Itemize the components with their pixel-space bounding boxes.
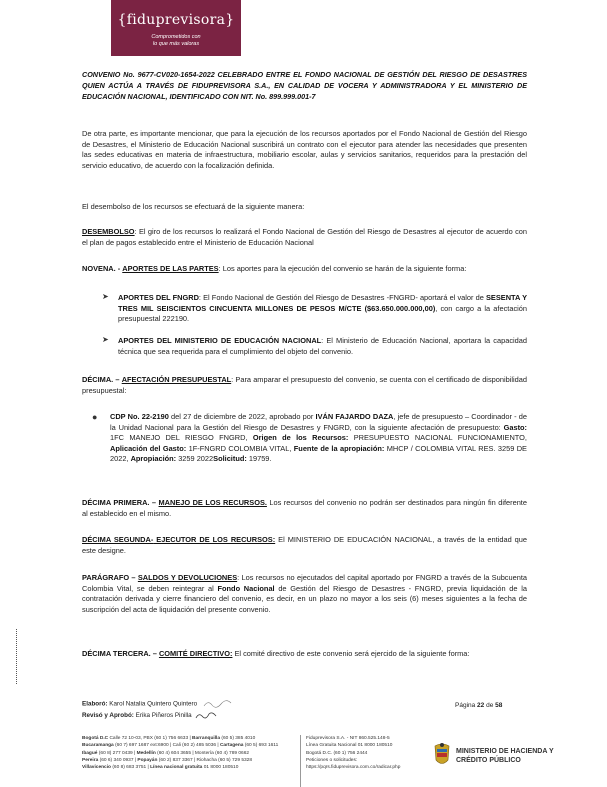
footer-phone: (60 5) 385 4010 — [220, 736, 256, 741]
reviso-signature — [195, 711, 217, 720]
footer-phone: Calle 72 10-03, PBX (60 1) 756 6633 | — [108, 736, 193, 741]
aportes-fngrd-item — [118, 293, 527, 325]
ministry-name — [456, 748, 554, 765]
footer-office-line — [82, 750, 297, 757]
footer-city: Bucaramanga — [82, 743, 114, 749]
clause-decima-label: DÉCIMA. – — [82, 375, 120, 384]
footer-city: Popayán — [137, 757, 158, 763]
footer-pqrs-link[interactable]: https://pqrs.fiduprevisora.com.co/radicar.php — [306, 765, 401, 771]
footer-office-line — [82, 764, 297, 771]
clause-novena-heading: APORTES DE LAS PARTES — [122, 264, 219, 273]
page-number — [455, 702, 502, 709]
footer-city: Cartagena — [219, 743, 244, 749]
logo-tag-line-1: Comprometidos con — [151, 34, 201, 40]
clause-novena-label: NOVENA. - — [82, 264, 121, 273]
elaboro-name: Karol Natalia Quintero Quintero — [107, 700, 198, 708]
arrow-bullet-icon: ➤ — [102, 335, 109, 344]
cdp-gasto-value: 1FC MANEJO DEL RIESGO FNGRD, — [110, 433, 253, 443]
logo-tagline — [111, 34, 241, 47]
cdp-apropiacion-value: 3259 2022 — [176, 454, 214, 464]
clause-decima-text: : Para amparar el presupuesto del convenio, se cuenta con el certificado de disponibilidad presupuestal: — [82, 375, 527, 395]
desembolso-label: DESEMBOLSO — [82, 227, 135, 236]
round-bullet-icon: ● — [92, 412, 98, 422]
intro-paragraph: De otra parte, es importante mencionar, que para la ejecución de los recursos aportados por el Fondo Nacional de Gestión del Riesgo de Desastres, el Ministerio de Educación Nacional suscribirá un contrato con el ejecutor para atender las necesidades que presenten las sedes educativas en materia de infraestructura, mobiliario escolar, aulas y servicios sanitarios, requeridos para la prestación del servicio educativo, de acuerdo con la focalización definida. — [82, 129, 527, 170]
elaboro-line — [82, 700, 233, 708]
aportes-fngrd-text-2: , con cargo a la afectación presupuestal 222190. — [118, 303, 527, 324]
page-separator: de — [484, 702, 496, 709]
footer-office-line — [82, 735, 297, 742]
elaboro-signature — [203, 700, 233, 708]
cdp-origen-value: PRESUPUESTO NACIONAL FUNCIONAMIENTO, — [348, 433, 527, 443]
footer-phone: (60 7) 697 1687 ext:6900 | Cali (60 2) 485 5036 | — [113, 743, 220, 749]
elaboro-label: Elaboró: — [82, 700, 108, 708]
cdp-item — [110, 412, 527, 465]
footer-peticiones: Peticiones o solicitudes: — [306, 757, 358, 763]
cdp-solicitud-value: 19759. — [246, 454, 272, 464]
clause-paragrafo — [82, 573, 527, 615]
clause-decima-segunda — [82, 535, 527, 556]
cdp-fuente-label: Fuente de la apropiación: — [293, 443, 385, 453]
reviso-name: Erika Piñeros Pinilla — [133, 712, 192, 720]
cdp-origen-label: Origen de los Recursos: — [252, 433, 349, 443]
cdp-solicitud-label: Solicitud: — [213, 454, 247, 464]
desembolso-paragraph — [82, 227, 527, 248]
ministry-name-line-2: CRÉDITO PÚBLICO — [456, 756, 521, 764]
aportes-men-text: : El Ministerio de Educación Nacional, aportara la capacidad técnica que sea requerida para el cumplimiento del objeto del convenio. — [118, 336, 527, 356]
footer-city: Línea nacional gratuita — [150, 765, 203, 771]
clause-novena — [82, 264, 527, 275]
reviso-label: Revisó y Aprobó: — [82, 712, 134, 720]
aportes-men-label: APORTES DEL MINISTERIO DE EDUCACIÓN NACIONAL — [118, 336, 322, 345]
vertical-side-text — [16, 629, 24, 684]
colombia-coat-of-arms-icon — [432, 742, 452, 768]
clause-segunda-label: DÉCIMA SEGUNDA- — [82, 535, 154, 544]
paragrafo-label: PARÁGRAFO – — [82, 573, 136, 582]
aportes-fngrd-text-1: : El Fondo Nacional de Gestión del Riesgo de Desastres -FNGRD- aportará el valor de — [198, 293, 486, 302]
cdp-approver: IVÁN FAJARDO DAZA — [315, 412, 394, 421]
clause-segunda-text: El MINISTERIO DE EDUCACIÓN NACIONAL, a través de la entidad que este designe. — [82, 535, 527, 555]
desembolso-intro: El desembolso de los recursos se efectuará de la siguiente manera: — [82, 202, 305, 211]
aportes-fngrd-amount: SESENTA Y TRES MIL SEISCIENTOS CINCUENTA MILLONES DE PESOS M/CTE ($63.650.000.000,00) — [118, 293, 527, 313]
cdp-apropiacion-label: Apropiación: — [130, 454, 177, 464]
document-title: CONVENIO No. 9677-CV020-1654-2022 CELEBRADO ENTRE EL FONDO NACIONAL DE GESTIÓN DEL RIESGO DE DESASTRES QUIEN ACTÚA A TRAVÉS DE FIDUPREVISORA S.A., EN CALIDAD DE VOCERA Y ADMINISTRADORA Y EL MINISTERIO DE EDUCACIÓN NACIONAL, IDENTIFICADO CON NIT. No. 899.999.001-7 — [82, 70, 527, 101]
cdp-text-1: del 27 de diciembre de 2022, aprobado por — [168, 412, 316, 421]
page-prefix: Página — [455, 702, 478, 709]
logo-tag-line-2: lo que más valoras — [152, 40, 200, 47]
footer-divider — [300, 735, 301, 787]
clause-decima — [82, 375, 527, 396]
paragrafo-heading: SALDOS Y DEVOLUCIONES — [137, 573, 238, 582]
clause-segunda-heading: EJECUTOR DE LOS RECURSOS: — [153, 535, 276, 544]
fiduprevisora-logo — [111, 0, 241, 56]
desembolso-text: : El giro de los recursos lo realizará el Fondo Nacional de Gestión del Riesgo de Desastres al ejecutor de acuerdo con el plan de pagos establecido entre el Ministerio de Educación Nacional — [82, 227, 527, 247]
clause-novena-text: : Los aportes para la ejecución del convenio se harán de la siguiente forma: — [218, 264, 467, 273]
clause-tercera-heading: COMITÉ DIRECTIVO: — [158, 649, 233, 658]
clause-primera-text: Los recursos del convenio no podrán ser destinados para ningún fin diferente al establecido en el mismo. — [82, 498, 527, 518]
ministry-logo — [432, 742, 602, 770]
cdp-gasto-label: Gasto: — [503, 422, 527, 432]
clause-decima-primera — [82, 498, 527, 519]
footer-city: Pereira — [82, 757, 99, 763]
page-total: 58 — [495, 702, 503, 709]
clause-primera-heading: MANEJO DE LOS RECURSOS. — [158, 498, 267, 507]
clause-decima-tercera — [82, 649, 527, 660]
cdp-fuente-value: MHCP / COLOMBIA VITAL RES. 3259 DE 2022, — [110, 443, 527, 464]
footer-nit: Fiduprevisora S.A. - NIT 860.525.148-5 — [306, 736, 390, 741]
paragrafo-bold: Fondo Nacional — [217, 583, 275, 593]
footer-office-line — [82, 757, 297, 764]
footer-city: Villavicencio — [82, 765, 111, 771]
reviso-line — [82, 711, 217, 720]
cdp-text-2: , jefe de presupuesto – Coordinador - de la Unidad Nacional para la Gestión del Riesgo de Desastres y FNGRD, con la siguiente afectación de presupuesto: — [110, 412, 528, 432]
logo-name: {fiduprevisora} — [117, 12, 235, 28]
footer-phone: (60 8) 683 3751 | — [110, 765, 151, 771]
footer-phone: 01 8000 180510 — [202, 765, 239, 771]
aportes-fngrd-label: APORTES DEL FNGRD — [118, 293, 199, 302]
footer-offices — [82, 735, 297, 771]
aportes-men-item — [118, 336, 527, 357]
footer-line-gratuita: Línea Gratuita Nacional 01 8000 180510 — [306, 743, 393, 749]
cdp-aplicacion-value: 1F-FNGRD COLOMBIA VITAL, — [186, 443, 294, 453]
ministry-name-line-1: MINISTERIO DE HACIENDA Y — [456, 748, 554, 755]
clause-tercera-label: DÉCIMA TERCERA. – — [82, 649, 157, 658]
footer-phone: (60 6) 340 0937 | — [98, 757, 138, 763]
footer-bogota-phone: Bogotá D.C. (60 1) 756 2444 — [306, 750, 368, 756]
footer-city: Ibagué — [82, 750, 98, 756]
cdp-aplicacion-label: Aplicación del Gasto: — [110, 443, 187, 453]
clause-primera-label: DÉCIMA PRIMERA. – — [82, 498, 157, 507]
footer-city: Bogotá D.C — [82, 736, 109, 741]
page-current: 22 — [477, 702, 485, 709]
footer-phone: (60 8) 277 0439 | — [97, 750, 137, 756]
arrow-bullet-icon: ➤ — [102, 292, 109, 301]
footer-city: Medellín — [136, 750, 156, 756]
footer-phone: (60 5) 693 1611 — [243, 743, 279, 749]
cdp-label: CDP No. 22-2190 — [110, 412, 169, 421]
paragrafo-text-1: : Los recursos no ejecutados del capital aportado por FNGRD a través de la Subcuenta Colombia Vital, se deben reintegrar al — [82, 573, 527, 593]
footer-office-line — [82, 742, 297, 749]
footer-city: Barranquilla — [192, 736, 221, 741]
footer-phone: (60 2) 837 3367 | Riohacha (60 5) 729 5328 — [157, 757, 252, 763]
footer-phone: (60 4) 604 3655 | Montería (60 4) 789 0662 — [155, 750, 250, 756]
footer-contact — [306, 735, 431, 771]
paragrafo-text-2: de Gestión del Riesgo de Desastres - FNGRD, previa liquidación de la contratación derivada y cierre financiero del convenio, es decir, en un plazo no mayor a los seis (6) meses siguientes a la fecha de suscripción del acta de liquidación del presente convenio. — [82, 583, 527, 614]
clause-tercera-text: El comité directivo de este convenio será ejercido de la siguiente forma: — [232, 649, 470, 658]
clause-decima-heading: AFECTACIÓN PRESUPUESTAL — [121, 375, 232, 384]
